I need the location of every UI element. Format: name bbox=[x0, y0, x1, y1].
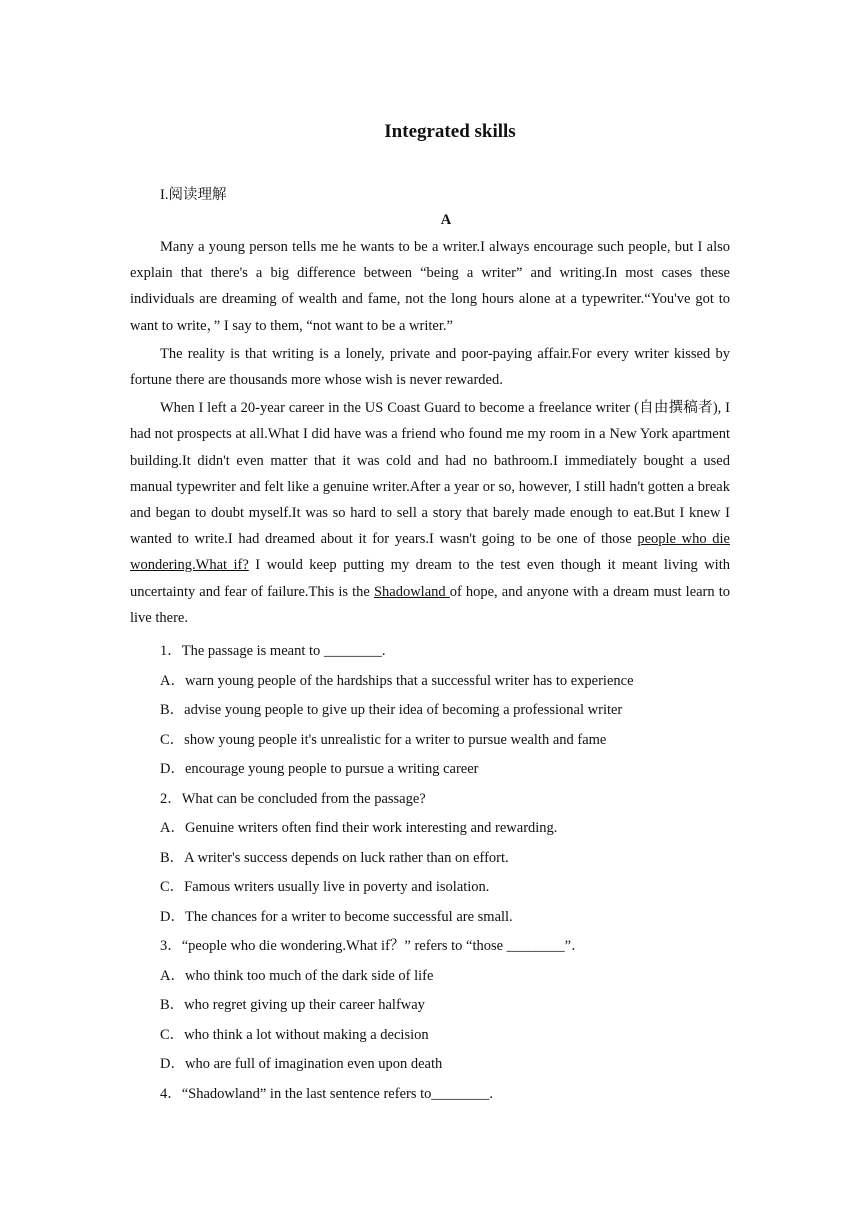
passage-body bbox=[130, 234, 730, 631]
document-title: Integrated skills bbox=[384, 121, 516, 142]
question-3: 3．“people who die wondering.What if？” refers to “those ________”． bbox=[160, 938, 586, 954]
question-3-option-c: C．who think a lot without making a decision bbox=[160, 1026, 429, 1043]
question-1-option-d: D．encourage young people to pursue a writing career bbox=[160, 761, 479, 777]
question-1: 1．The passage is meant to ________. bbox=[160, 643, 386, 659]
paragraph-3 bbox=[130, 395, 730, 631]
underlined-phrase-what-if: people who die wondering.What if? bbox=[130, 531, 730, 574]
paragraph-3-text-a: When I left a 20-year career in the US Coast Guard to become a freelance writer (自由撰稿者), I had not prospects at all.What I did have was a friend who found me my room in a New York apartment building.It didn't even matter that it was cold and had no bathroom.I immediately bought a used manual typewriter and felt like a genuine writer.After a year or so, however, I still hadn't gotten a break and began to doubt myself.It was so hard to sell a story that barely made enough to eat.But I knew I wanted to write.I had dreamed about it for years.I wasn't going to be one of those bbox=[130, 400, 730, 548]
paragraph-2: The reality is that writing is a lonely, private and poor-paying affair.For every writer kissed by fortune there are thousands more whose wish is never rewarded. bbox=[130, 345, 730, 389]
question-3-option-a: A．who think too much of the dark side of life bbox=[160, 967, 434, 984]
paragraph-1: Many a young person tells me he wants to be a writer.I always encourage such people, but I also explain that there's a big difference between “being a writer” and writing.In most cases these individuals are dreaming of wealth and fame, not the long hours alone at a typewriter.“You've got to want to write，” I say to them, “not want to be a writer.” bbox=[130, 239, 730, 334]
underlined-word-shadowland: Shadowland bbox=[373, 583, 450, 600]
question-2-option-c: C．Famous writers usually live in poverty and isolation. bbox=[160, 879, 490, 895]
question-1-option-a: A．warn young people of the hardships that a successful writer has to experience bbox=[160, 672, 634, 689]
question-3-option-d: D．who are full of imagination even upon death bbox=[160, 1056, 443, 1072]
question-2: 2．What can be concluded from the passage? bbox=[160, 790, 426, 807]
question-3-option-b: B．who regret giving up their career halfway bbox=[160, 997, 425, 1013]
section-label: I.阅读理解 bbox=[160, 187, 227, 203]
question-list bbox=[160, 637, 740, 1109]
question-2-option-a: A．Genuine writers often find their work interesting and rewarding. bbox=[160, 820, 558, 836]
paragraph-3-text-b: I would keep putting my dream to the test even though it meant living with uncertainty and fear of failure.This is the bbox=[130, 557, 730, 600]
question-1-option-c: C．show young people it's unrealistic for a writer to pursue wealth and fame bbox=[160, 731, 607, 748]
question-2-option-b: B．A writer's success depends on luck rather than on effort. bbox=[160, 849, 509, 866]
question-2-option-d: D．The chances for a writer to become successful are small. bbox=[160, 908, 513, 925]
paragraph-3-text-c: of hope, and anyone with a dream must learn to live there. bbox=[130, 583, 730, 626]
passage-letter: A bbox=[440, 212, 452, 228]
question-4: 4．“Shadowland” in the last sentence refers to________. bbox=[160, 1085, 494, 1102]
question-1-option-b: B．advise young people to give up their idea of becoming a professional writer bbox=[160, 702, 623, 718]
